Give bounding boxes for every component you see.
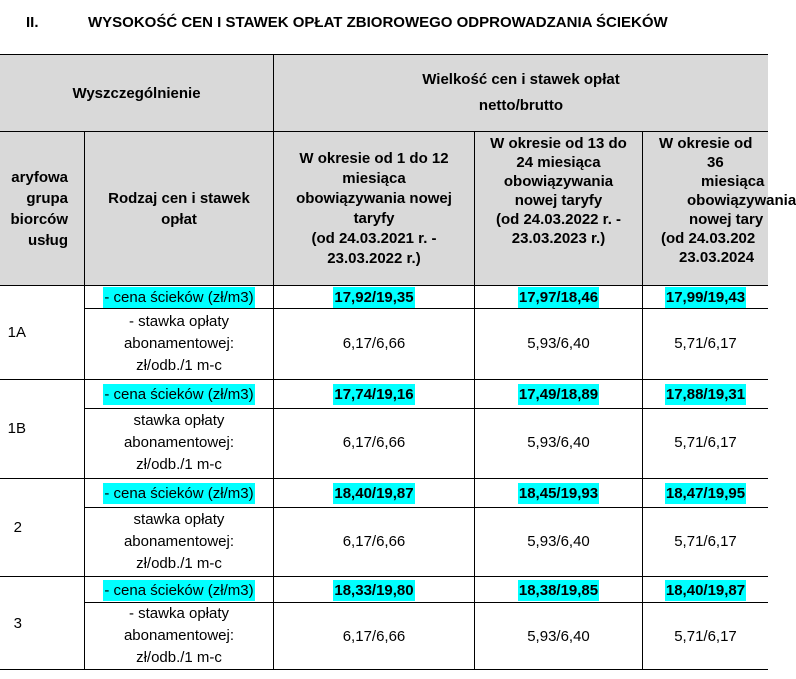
price-value: 18,33/19,80 [334, 581, 414, 599]
header-values: Wielkość cen i stawek opłat netto/brutto [422, 71, 620, 114]
section-heading [0, 14, 768, 36]
table-border [84, 131, 85, 670]
fee-value: 6,17/6,66 [342, 533, 406, 550]
price-label: - cena ścieków (zł/m3) [104, 484, 254, 502]
price-value: 17,74/19,16 [334, 385, 414, 403]
fee-value: 5,71/6,17 [674, 335, 737, 352]
header-period-2: W okresie od 13 do 24 miesiąca obowiązywania nowej taryfy (od 24.03.2022 r. - 23.03.2023 r.) [490, 135, 627, 247]
fee-label: stawka opłaty abonamentowej: zł/odb./1 m-c [123, 510, 235, 572]
table-border [85, 602, 768, 603]
header-specification: Wyszczególnienie [72, 84, 201, 102]
table-border [0, 285, 768, 286]
price-value: 17,99/19,43 [665, 288, 746, 306]
table-border [85, 507, 768, 508]
fee-label: - stawka opłaty abonamentowej: zł/odb./1 m-c [123, 312, 235, 374]
table-border [474, 131, 475, 670]
table-border [273, 54, 274, 670]
price-value: 18,47/19,95 [665, 484, 746, 502]
fee-value: 6,17/6,66 [342, 335, 406, 352]
price-value: 18,45/19,93 [518, 484, 599, 502]
table-border [642, 131, 643, 670]
fee-label: - stawka opłaty abonamentowej: zł/odb./1 m-c [123, 605, 235, 666]
table-border [0, 669, 768, 670]
table-border [0, 478, 768, 479]
price-value: 17,88/19,31 [665, 385, 746, 403]
fee-value: 6,17/6,66 [342, 434, 406, 451]
group-cell-1A: 1A [7, 323, 26, 341]
table-border [0, 131, 768, 132]
table-border [85, 308, 768, 309]
price-label: - cena ścieków (zł/m3) [104, 385, 254, 403]
fee-value: 5,93/6,40 [527, 335, 590, 352]
price-value: 17,49/18,89 [518, 385, 599, 403]
fee-value: 5,93/6,40 [527, 434, 590, 451]
header-tariff-group: aryfowa grupa biorców usług [10, 168, 68, 249]
header-period-1: W okresie od 1 do 12 miesiąca obowiązywania nowej taryfy (od 24.03.2021 r. - 23.03.2022 r.) [296, 149, 452, 267]
group-cell-1B: 1B [7, 419, 26, 437]
price-value: 17,97/18,46 [518, 288, 599, 306]
fee-value: 5,71/6,17 [674, 627, 737, 645]
group-cell-3: 3 [13, 614, 22, 632]
table-border [85, 408, 768, 409]
table-border [0, 379, 768, 380]
price-value: 18,40/19,87 [334, 484, 414, 502]
table-border [0, 576, 768, 577]
price-value: 18,38/19,85 [518, 581, 599, 599]
fee-value: 5,71/6,17 [674, 533, 737, 550]
fee-value: 5,71/6,17 [674, 434, 737, 451]
header-kind: Rodzaj cen i stawek opłat [108, 189, 250, 228]
price-label: - cena ścieków (zł/m3) [104, 288, 254, 306]
fee-value: 5,93/6,40 [527, 533, 590, 550]
header-period-3: W okresie od 36 miesiąca obowiązywania nowej tary (od 24.03.202 23.03.2024 [659, 135, 796, 266]
section-title: WYSOKOŚĆ CEN I STAWEK OPŁAT ZBIOROWEGO ODPROWADZANIA ŚCIEKÓW [88, 14, 668, 31]
price-label: - cena ścieków (zł/m3) [104, 581, 254, 599]
group-cell-2: 2 [13, 518, 22, 536]
price-value: 17,92/19,35 [334, 288, 414, 306]
section-number: II. [26, 14, 39, 31]
fee-value: 5,93/6,40 [527, 627, 590, 645]
table-border [0, 54, 768, 55]
fee-value: 6,17/6,66 [342, 627, 406, 645]
fee-label: stawka opłaty abonamentowej: zł/odb./1 m-c [123, 411, 235, 473]
price-value: 18,40/19,87 [665, 581, 746, 599]
